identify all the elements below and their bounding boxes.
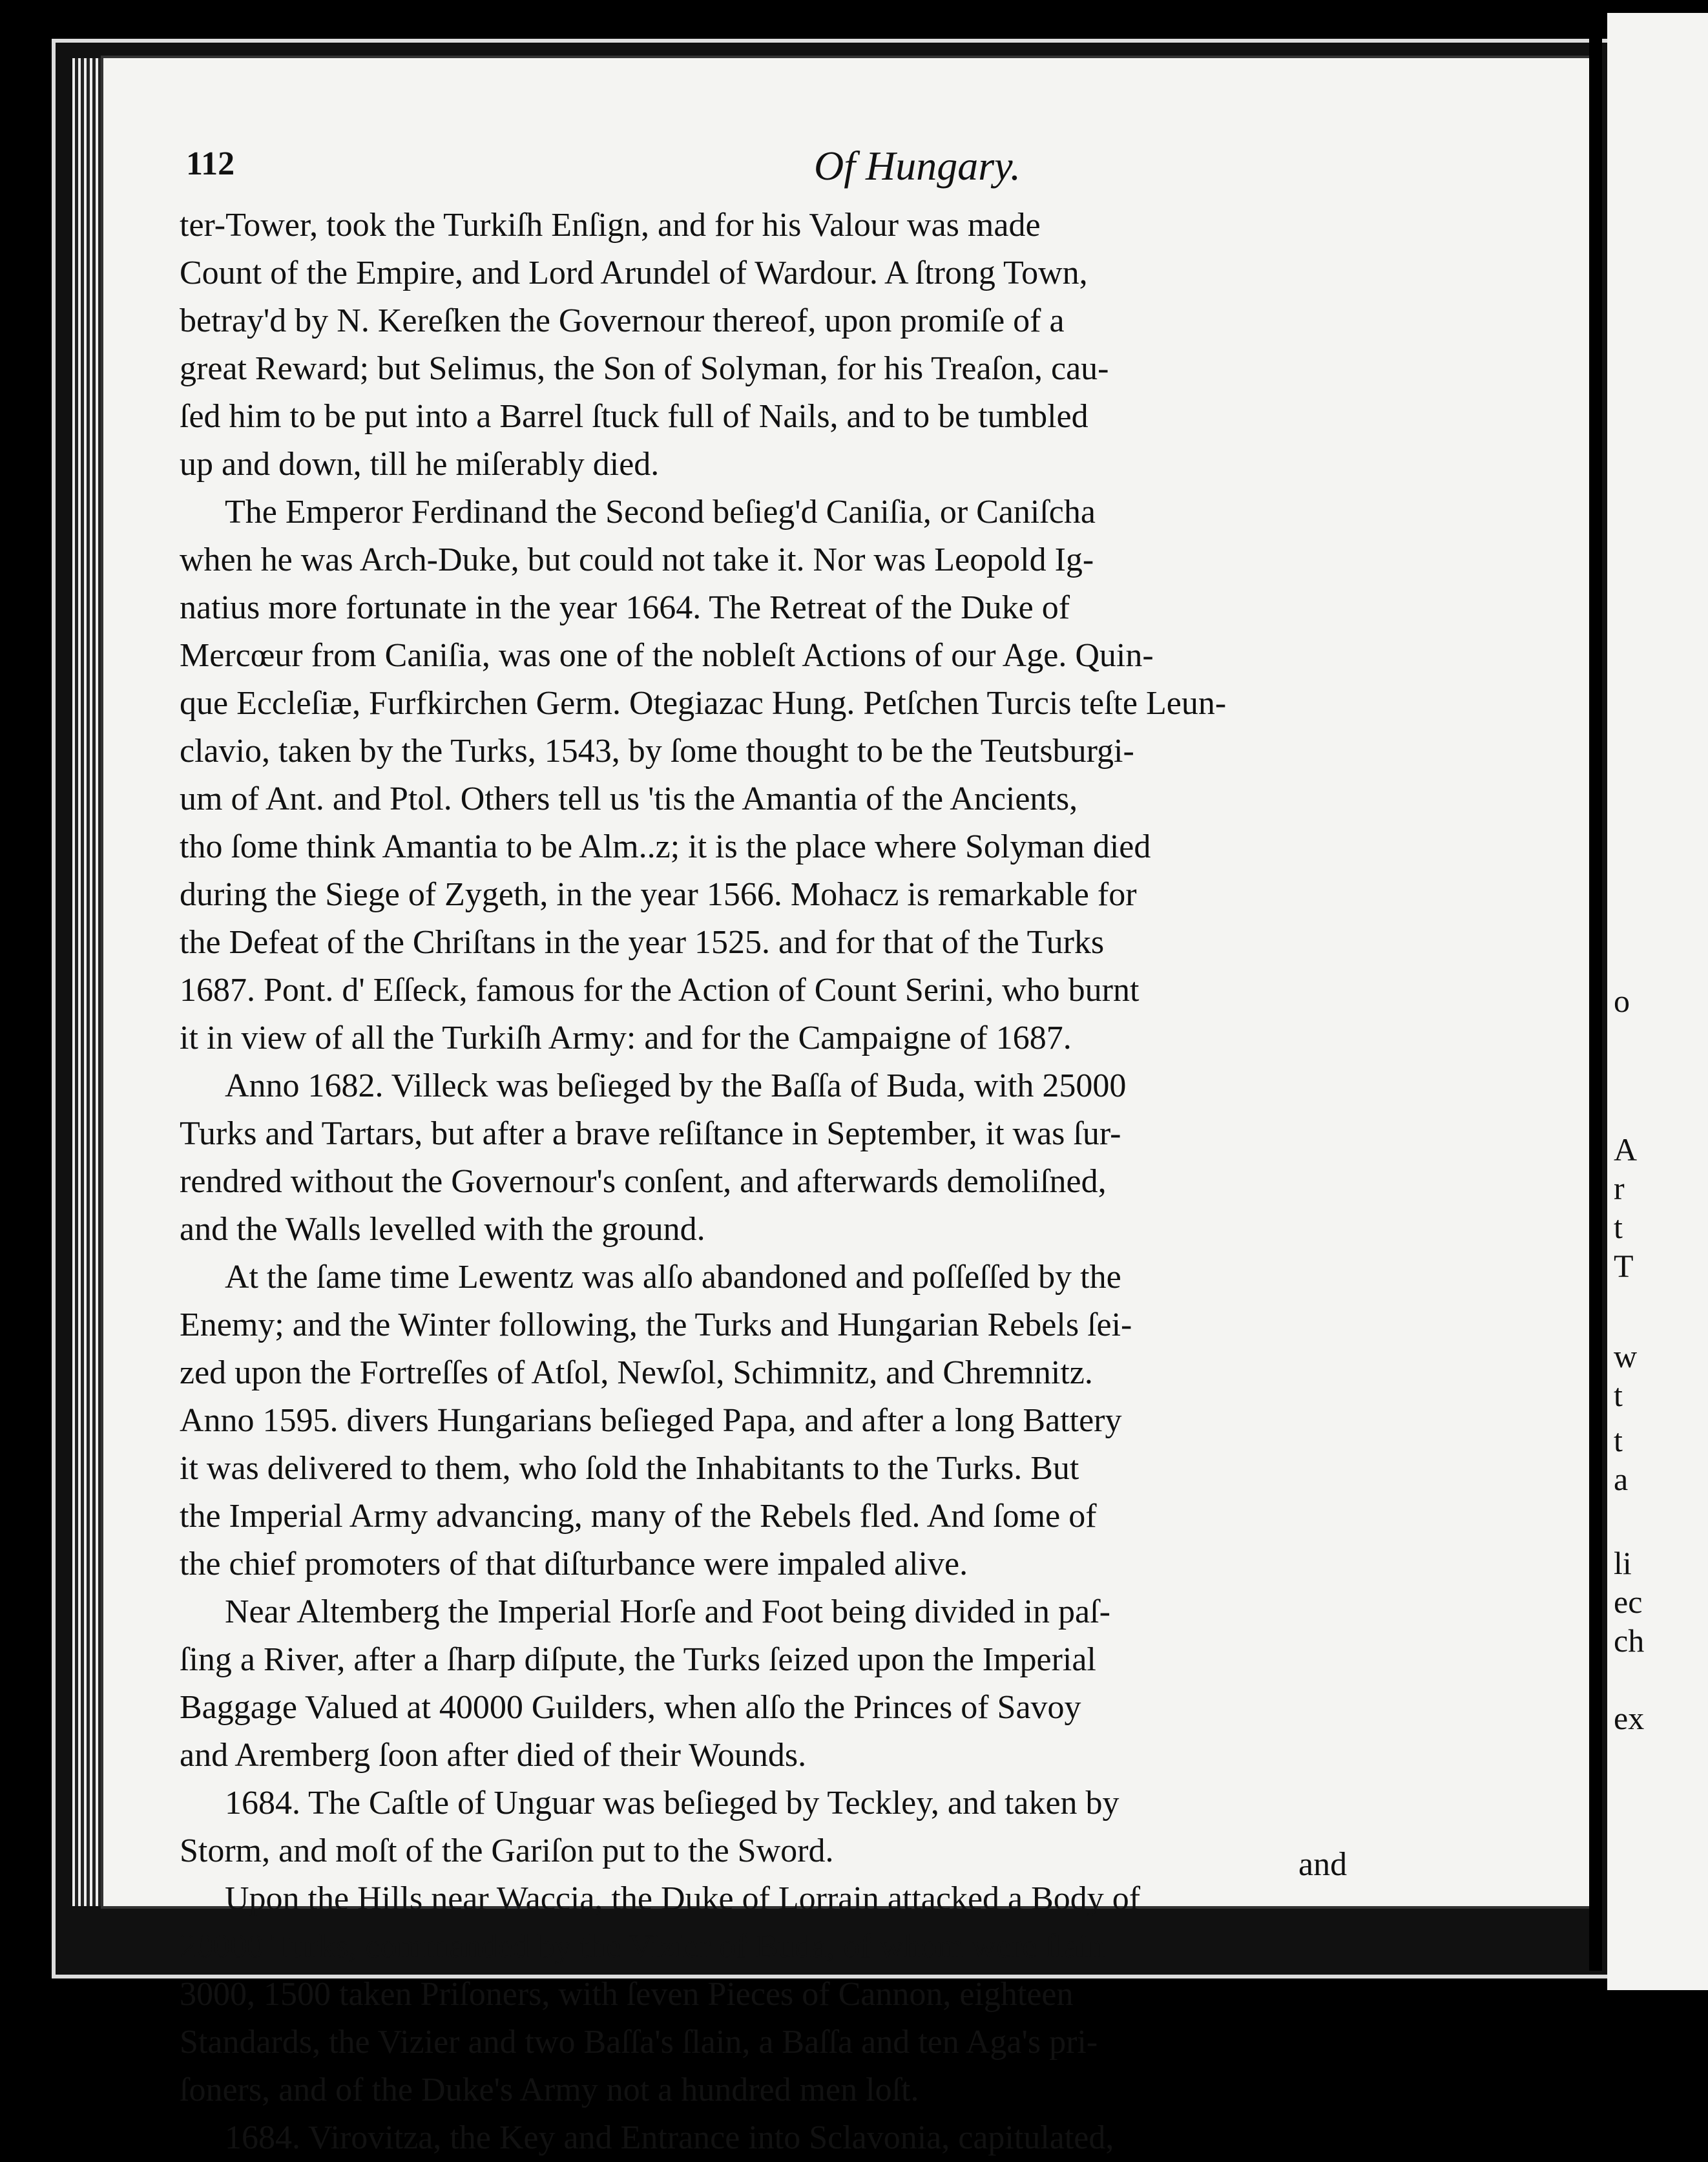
running-title: Of Hungary. bbox=[814, 143, 1021, 189]
text-line: 1687. Pont. d' Eſſeck, famous for the Action of Count Serini, who burnt bbox=[180, 972, 1140, 1009]
text-line: Upon the Hills near Waccia, the Duke of Lorrain attacked a Body of bbox=[225, 1880, 1141, 1917]
adjacent-page-fragment: a bbox=[1614, 1461, 1629, 1497]
adjacent-page-fragment: li bbox=[1614, 1545, 1632, 1581]
text-line: Baggage Valued at 40000 Guilders, when alſo the Princes of Savoy bbox=[180, 1689, 1081, 1726]
text-line: Mercœur from Caniſia, was one of the nobleſt Actions of our Age. Quin- bbox=[180, 637, 1154, 674]
text-line: 3000, 1500 taken Priſoners, with ſeven Pieces of Cannon, eighteen bbox=[180, 1976, 1074, 2013]
text-line: Near Altemberg the Imperial Horſe and Foot being divided in paſ- bbox=[225, 1593, 1110, 1630]
catchword: and bbox=[1298, 1846, 1348, 1883]
text-line: zed upon the Fortreſſes of Atſol, Newſol, Schimnitz, and Chremnitz. bbox=[180, 1354, 1093, 1391]
text-line: Count of the Empire, and Lord Arundel of Wardour. A ſtrong Town, bbox=[180, 255, 1088, 291]
body-text bbox=[180, 202, 1426, 2162]
text-line: up and down, till he miſerably died. bbox=[180, 446, 660, 483]
page-number: 112 bbox=[186, 145, 235, 182]
text-line: when he was Arch-Duke, but could not take it. Nor was Leopold Ig- bbox=[180, 541, 1094, 578]
adjacent-page-fragment: w bbox=[1614, 1338, 1638, 1374]
text-line: natius more fortunate in the year 1664. The Retreat of the Duke of bbox=[180, 589, 1070, 626]
text-line: ſoners, and of the Duke's Army not a hundred men loſt. bbox=[180, 2072, 919, 2108]
text-line: during the Siege of Zygeth, in the year 1566. Mohacz is remarkable for bbox=[180, 876, 1137, 913]
text-line: betray'd by N. Kereſken the Governour thereof, upon promiſe of a bbox=[180, 302, 1065, 339]
text-line: rendred without the Governour's conſent, and afterwards demoliſned, bbox=[180, 1163, 1107, 1200]
text-line: the Imperial Army advancing, many of the Rebels fled. And ſome of bbox=[180, 1498, 1097, 1535]
text-line: Standards, the Vizier and two Baſſa's ſlain, a Baſſa and ten Aga's pri- bbox=[180, 2024, 1098, 2061]
book-gutter bbox=[1589, 39, 1602, 1971]
adjacent-page-fragment: t bbox=[1614, 1209, 1623, 1245]
text-line: ter-Tower, took the Turkiſh Enſign, and for his Valour was made bbox=[180, 207, 1041, 244]
adjacent-page-fragment: t bbox=[1614, 1422, 1623, 1458]
text-line: ſing a River, after a ſharp diſpute, the Turks ſeized upon the Imperial bbox=[180, 1641, 1096, 1678]
text-line: the chief promoters of that diſturbance were impaled alive. bbox=[180, 1546, 968, 1582]
adjacent-page-fragment: o bbox=[1614, 983, 1630, 1019]
text-line: 1684. The Caſtle of Unguar was beſieged by Teckley, and taken by bbox=[225, 1785, 1120, 1821]
adjacent-page-fragment: ec bbox=[1614, 1584, 1643, 1620]
text-line: Enemy; and the Winter following, the Turks and Hungarian Rebels ſei- bbox=[180, 1307, 1132, 1343]
text-line: Turks and Tartars, but after a brave reſiſtance in September, it was ſur- bbox=[180, 1115, 1121, 1152]
page-edges bbox=[72, 58, 101, 1906]
text-line: At the ſame time Lewentz was alſo abandoned and poſſeſſed by the bbox=[225, 1259, 1121, 1296]
adjacent-page-fragment: A bbox=[1614, 1131, 1638, 1168]
text-line: Storm, and moſt of the Gariſon put to the Sword. bbox=[180, 1832, 834, 1869]
text-line: The Emperor Ferdinand the Second beſieg'd Caniſia, or Caniſcha bbox=[225, 494, 1096, 530]
text-line: Anno 1682. Villeck was beſieged by the Baſſa of Buda, with 25000 bbox=[225, 1067, 1127, 1104]
text-line: que Eccleſiæ, Furfkirchen Germ. Otegiazac Hung. Petſchen Turcis teſte Leun- bbox=[180, 685, 1227, 722]
text-line: and Aremberg ſoon after died of their Wounds. bbox=[180, 1737, 807, 1774]
text-line: it was delivered to them, who ſold the Inhabitants to the Turks. But bbox=[180, 1450, 1079, 1487]
text-line: it in view of all the Turkiſh Army: and for the Campaigne of 1687. bbox=[180, 1020, 1072, 1056]
adjacent-page-fragment: r bbox=[1614, 1170, 1625, 1206]
text-line: Anno 1595. divers Hungarians beſieged Papa, and after a long Battery bbox=[180, 1402, 1122, 1439]
book-page bbox=[103, 58, 1589, 2156]
text-line: and the Walls levelled with the ground. bbox=[180, 1211, 705, 1248]
text-line: the Defeat of the Chriſtans in the year 1525. and for that of the Turks bbox=[180, 924, 1105, 961]
text-line: great Reward; but Selimus, the Son of Solyman, for his Treaſon, cau- bbox=[180, 350, 1109, 387]
text-line: 20000 Turks, commanded by the Vizier of Buda, of whom were ſlain bbox=[180, 1928, 1105, 1965]
text-line: tho ſome think Amantia to be Alm..z; it is the place where Solyman died bbox=[180, 828, 1151, 865]
text-line: um of Ant. and Ptol. Others tell us 'tis the Amantia of the Ancients, bbox=[180, 781, 1078, 817]
adjacent-page-fragment: ch bbox=[1614, 1622, 1645, 1659]
text-line: 1684. Virovitza, the Key and Entrance into Sclavonia, capitulated, bbox=[225, 2119, 1114, 2156]
adjacent-page-fragment: ex bbox=[1614, 1700, 1645, 1736]
adjacent-page-edge bbox=[1607, 13, 1708, 1990]
text-line: clavio, taken by the Turks, 1543, by ſome thought to be the Teutsburgi- bbox=[180, 733, 1134, 770]
adjacent-page-fragment: T bbox=[1614, 1248, 1634, 1284]
text-line: ſed him to be put into a Barrel ſtuck full of Nails, and to be tumbled bbox=[180, 398, 1088, 435]
adjacent-page-fragment: t bbox=[1614, 1377, 1623, 1413]
